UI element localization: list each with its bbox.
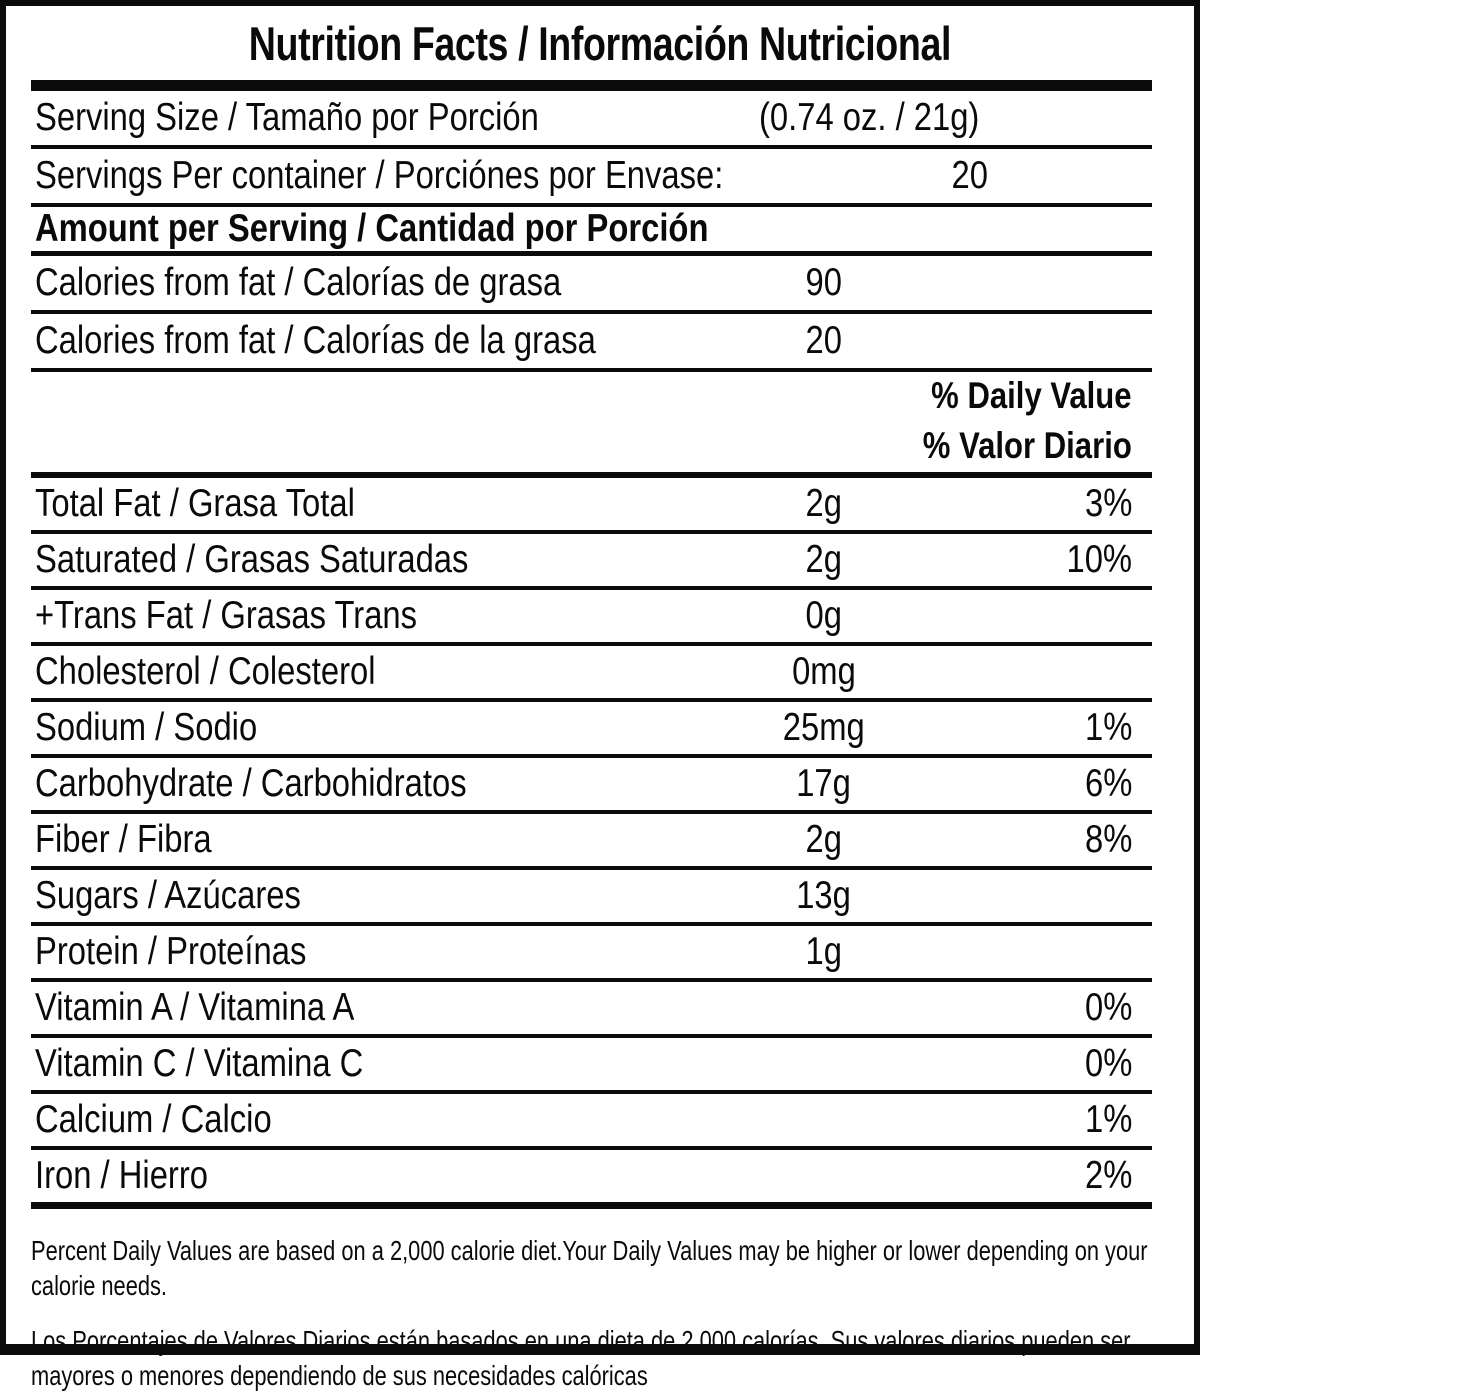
nutrient-amount: 2g — [805, 538, 843, 581]
nutrient-amount: 0g — [805, 594, 843, 637]
footnote-spanish-line1: Los Porcentajes de Valores Diarios están basados en una dieta de 2,000 calorías. Sus valores diarios pueden ser — [31, 1325, 1131, 1356]
nutrient-dv: 1% — [1084, 1098, 1132, 1141]
nutrient-amount: 1g — [805, 930, 843, 973]
amount-per-serving-heading: Amount per Serving / Cantidad por Porción — [35, 207, 709, 250]
nutrient-dv — [939, 594, 1152, 638]
calories-1-value: 90 — [805, 261, 843, 304]
nutrient-label: Cholesterol / Colesterol — [35, 650, 376, 693]
nutrient-label: +Trans Fat / Grasas Trans — [35, 594, 418, 637]
nutrient-row-cholesterol — [31, 646, 1152, 702]
footnote-english-line1: Percent Daily Values are based on a 2,000 calorie diet.Your Daily Values may be higher or lower depending on your — [31, 1235, 1148, 1266]
footnote-spanish-line2: mayores o menores dependiendo de sus necesidades calóricas — [31, 1360, 648, 1391]
daily-value-heading-es: % Valor Diario — [922, 425, 1132, 466]
footnote-english — [31, 1233, 1152, 1303]
nutrient-row-total-fat — [31, 478, 1152, 534]
servings-per-container-label: Servings Per container / Porciónes por Envase: — [35, 154, 724, 197]
nutrient-dv: 0% — [1084, 1042, 1132, 1085]
nutrient-label: Total Fat / Grasa Total — [35, 482, 355, 525]
nutrient-dv — [939, 874, 1152, 918]
nutrient-amount: 13g — [796, 874, 852, 917]
nutrient-label: Vitamin A / Vitamina A — [35, 986, 355, 1029]
nutrient-dv — [939, 650, 1152, 694]
nutrient-row-vitamin-c — [31, 1038, 1152, 1094]
footnote-english-line2: calorie needs. — [31, 1270, 167, 1301]
nutrient-dv: 1% — [1084, 706, 1132, 749]
nutrient-row-protein — [31, 926, 1152, 982]
nutrient-label: Carbohydrate / Carbohidratos — [35, 762, 467, 805]
nutrient-amount: 0mg — [792, 650, 856, 693]
row-serving-size — [31, 91, 1152, 149]
nutrient-amount — [709, 1098, 939, 1142]
nutrient-dv — [939, 930, 1152, 974]
nutrient-row-iron — [31, 1150, 1152, 1209]
nutrient-row-vitamin-a — [31, 982, 1152, 1038]
nutrient-dv: 10% — [1066, 538, 1132, 581]
nutrient-row-fiber — [31, 814, 1152, 870]
nutrient-dv: 0% — [1084, 986, 1132, 1029]
nutrient-row-sugars — [31, 870, 1152, 926]
page-title: Nutrition Facts / Información Nutricional — [248, 16, 952, 70]
serving-size-label: Serving Size / Tamaño por Porción — [35, 96, 539, 139]
nutrient-dv: 8% — [1084, 818, 1132, 861]
nutrient-row-calcium — [31, 1094, 1152, 1150]
footnote-spanish — [31, 1323, 1152, 1393]
nutrient-row-trans-fat — [31, 590, 1152, 646]
calories-1-label: Calories from fat / Calorías de grasa — [35, 261, 562, 304]
nutrient-row-sodium — [31, 702, 1152, 758]
nutrient-amount — [709, 1154, 939, 1198]
label-body — [31, 91, 1152, 1209]
row-daily-value-heading-en — [31, 372, 1152, 420]
nutrient-amount: 2g — [805, 482, 843, 525]
nutrient-amount: 25mg — [783, 706, 865, 749]
nutrient-label: Saturated / Grasas Saturadas — [35, 538, 469, 581]
servings-per-container-value: 20 — [951, 154, 988, 197]
row-calories-1 — [31, 256, 1152, 314]
calories-2-label: Calories from fat / Calorías de la grasa — [35, 319, 596, 362]
daily-value-heading-en: % Daily Value — [931, 375, 1132, 416]
nutrient-dv: 3% — [1084, 482, 1132, 525]
row-servings-per-container — [31, 149, 1152, 207]
nutrient-dv: 2% — [1084, 1154, 1132, 1197]
nutrient-label: Vitamin C / Vitamina C — [35, 1042, 364, 1085]
title-divider — [31, 80, 1152, 91]
footnotes — [31, 1233, 1152, 1393]
row-amount-per-serving-heading — [31, 207, 1152, 256]
nutrient-amount: 17g — [796, 762, 852, 805]
nutrient-label: Fiber / Fibra — [35, 818, 212, 861]
nutrient-label: Iron / Hierro — [35, 1154, 208, 1197]
row-daily-value-heading-es — [31, 420, 1152, 478]
serving-size-value: (0.74 oz. / 21g) — [759, 96, 980, 139]
calories-2-value: 20 — [805, 319, 843, 362]
nutrient-label: Sodium / Sodio — [35, 706, 258, 749]
nutrient-amount: 2g — [805, 818, 843, 861]
nutrient-label: Calcium / Calcio — [35, 1098, 272, 1141]
nutrient-amount — [709, 1042, 939, 1086]
row-calories-2 — [31, 314, 1152, 372]
nutrient-dv: 6% — [1084, 762, 1132, 805]
nutrient-label: Protein / Proteínas — [35, 930, 307, 973]
label-header — [6, 6, 1194, 80]
nutrient-row-carbohydrate — [31, 758, 1152, 814]
nutrient-label: Sugars / Azúcares — [35, 874, 301, 917]
nutrient-amount — [709, 986, 939, 1030]
nutrient-row-saturated-fat — [31, 534, 1152, 590]
